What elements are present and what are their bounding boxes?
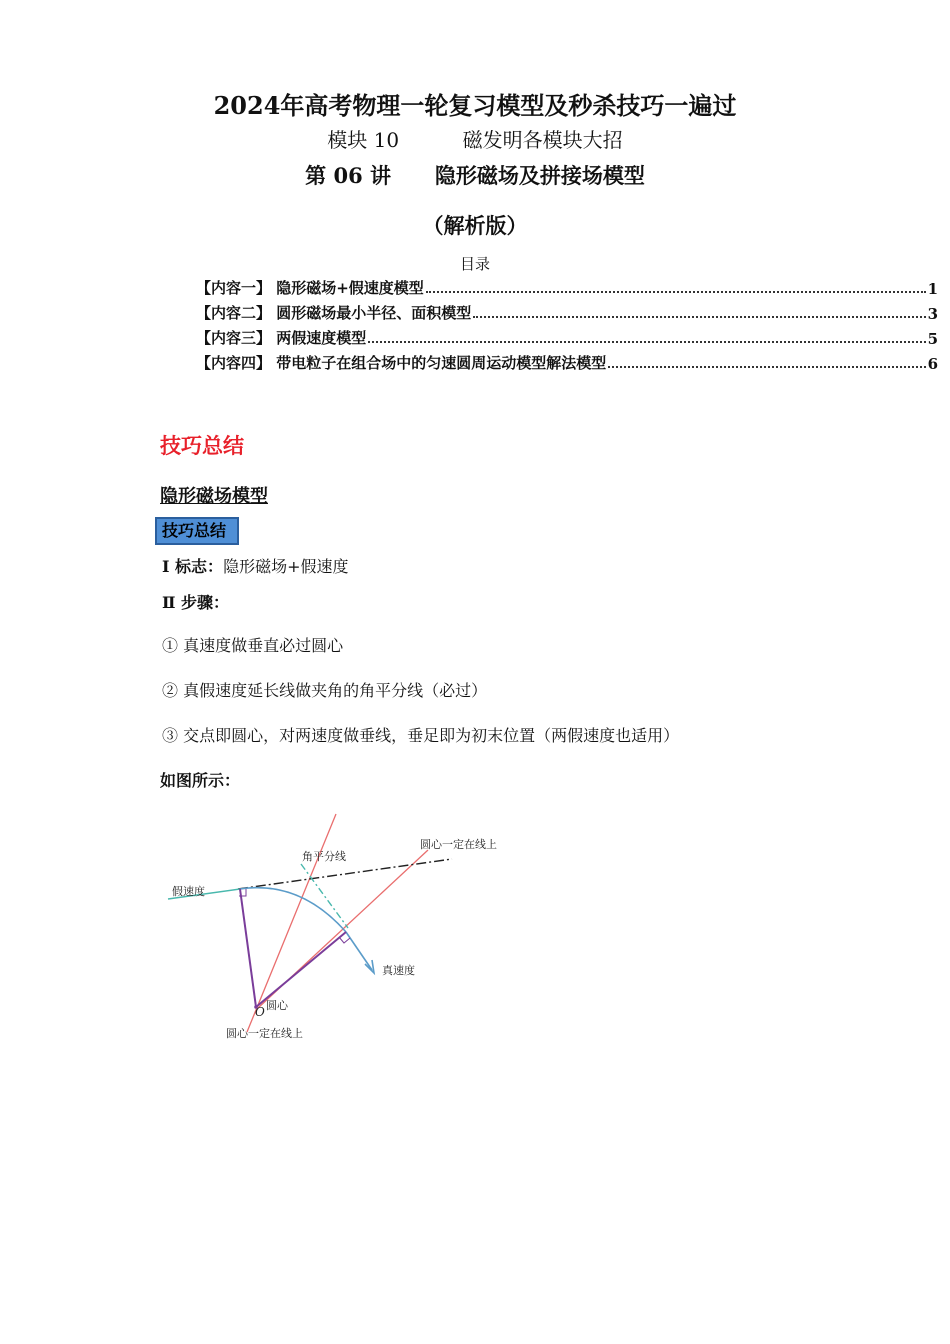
toc-leader-dots	[426, 291, 926, 293]
label-bisector: 角平分线	[302, 850, 346, 863]
toc-item-2[interactable]	[196, 301, 938, 323]
step-3: ③ 交点即圆心，对两速度做垂线，垂足即为初末位置（两假速度也适用）	[162, 726, 680, 745]
toc-item-4[interactable]	[196, 351, 938, 373]
mark-line	[162, 554, 348, 577]
label-center: 圆心	[266, 999, 288, 1012]
label-true-velocity: 真速度	[382, 964, 415, 977]
section-heading: 技巧总结	[160, 433, 244, 458]
mark-label: Ⅰ 标志：	[162, 557, 224, 576]
toc-title: 目录	[459, 255, 490, 273]
toc-leader-dots	[608, 366, 925, 368]
step-2: ② 真假速度延长线做夹角的角平分线（必过）	[162, 681, 488, 700]
module-title: 模块 10 磁发明各模块大招	[327, 128, 623, 152]
label-center-line-bottom: 圆心一定在线上	[226, 1027, 303, 1040]
toc-item-label: 【内容二】 圆形磁场最小半径、面积模型	[196, 304, 472, 322]
toc-item-page: 1	[927, 280, 938, 298]
dashdot-extension-line	[238, 859, 452, 889]
label-fake-velocity: 假速度	[172, 885, 205, 898]
label-center-line-top: 圆心一定在线上	[420, 838, 497, 851]
radius-to-start	[240, 889, 256, 1007]
section-subheading: 隐形磁场模型	[160, 486, 268, 507]
toc-item-page: 6	[927, 355, 938, 373]
toc-item-label: 【内容一】 隐形磁场+假速度模型	[196, 279, 424, 297]
radius-to-end	[256, 932, 346, 1007]
toc-item-label: 【内容四】 带电粒子在组合场中的匀速圆周运动模型解法模型	[196, 354, 607, 372]
toc-item-page: 5	[927, 330, 938, 348]
red-line-steep	[247, 814, 336, 1032]
step-1: ① 真速度做垂直必过圆心	[162, 636, 344, 655]
edition-label: （解析版）	[422, 213, 528, 238]
toc-item-3[interactable]	[196, 326, 938, 348]
toc-item-label: 【内容三】 两假速度模型	[196, 329, 367, 347]
mark-text: 隐形磁场+假速度	[223, 557, 349, 576]
figure-caption: 如图所示：	[160, 771, 241, 790]
toc-item-page: 3	[927, 305, 938, 323]
right-angle-mark-end	[339, 937, 350, 943]
lecture-title: 第 06 讲 隐形磁场及拼接场模型	[305, 163, 645, 188]
bisector-dashed-line	[301, 864, 348, 928]
toc-item-1[interactable]	[196, 276, 938, 298]
circle-center-figure	[160, 810, 520, 1050]
label-o: O	[255, 1005, 265, 1019]
tips-badge: 技巧总结	[155, 517, 239, 545]
trajectory-arc	[240, 888, 346, 932]
toc-leader-dots	[368, 341, 925, 343]
toc-leader-dots	[473, 316, 925, 318]
steps-label: Ⅱ 步骤：	[162, 593, 230, 612]
document-title: 2024年高考物理一轮复习模型及秒杀技巧一遍过	[213, 91, 737, 120]
true-velocity-line	[346, 932, 372, 970]
